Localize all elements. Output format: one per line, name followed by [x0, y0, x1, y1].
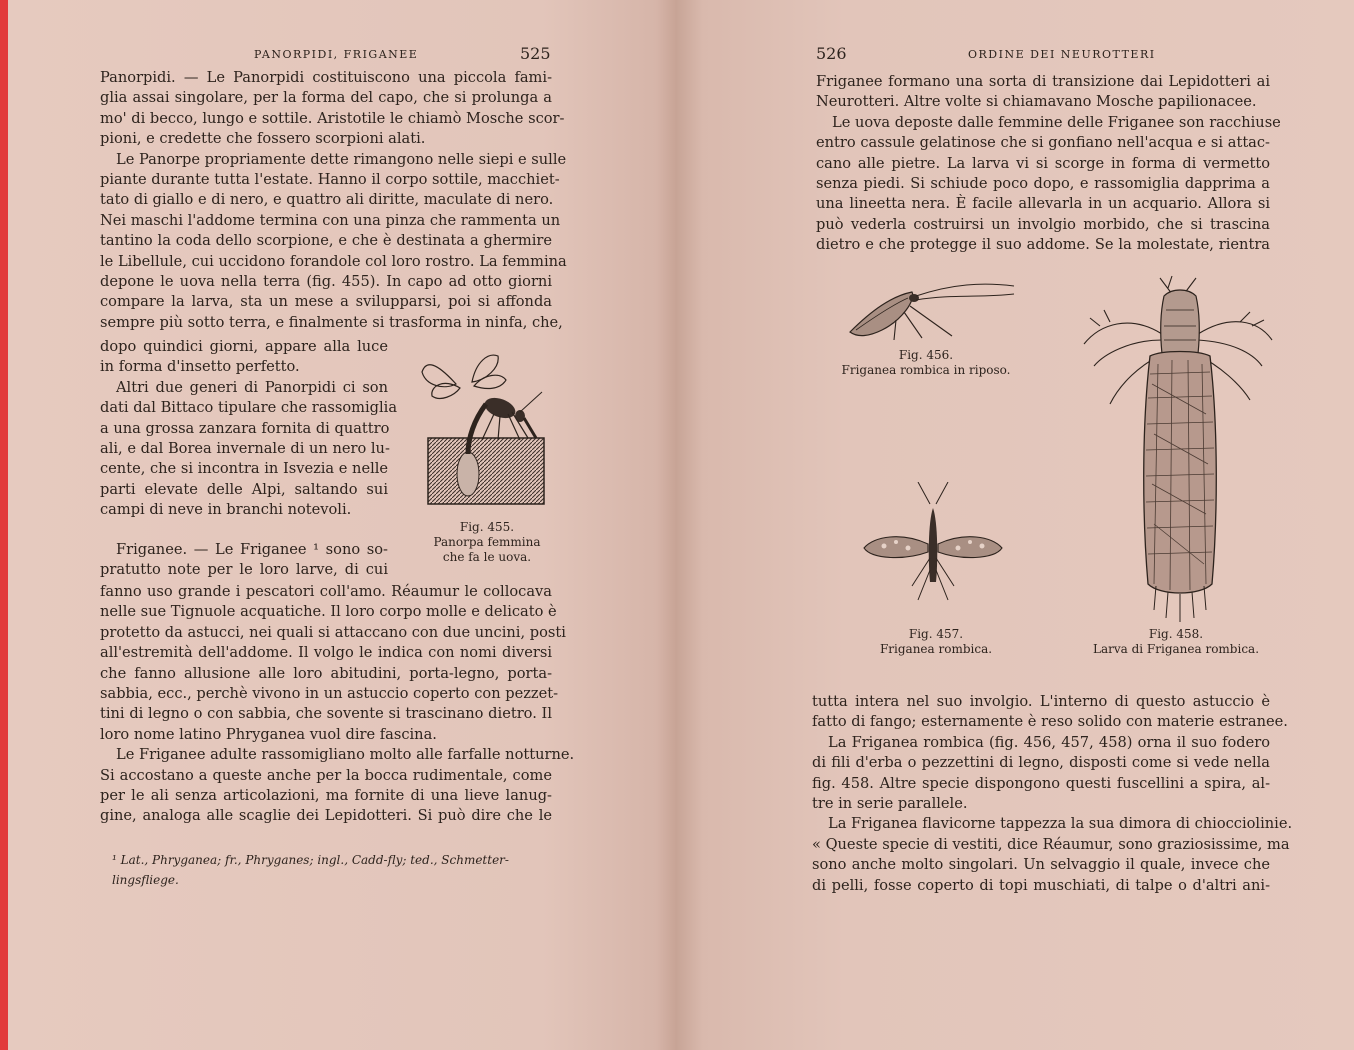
right-text-top: [816, 72, 1281, 256]
text-line: parti elevate delle Alpi, saltando sui: [100, 480, 388, 498]
left-page: [8, 0, 676, 1050]
text-line: Nei maschi l'addome termina con una pinza che rammenta un: [100, 211, 561, 229]
text-line: entro cassule gelatinose che si gonfiano nell'acqua e si attac-: [816, 134, 1270, 152]
figure-number: Fig. 457.: [908, 627, 964, 641]
text-line: piante durante tutta l'estate. Hanno il corpo sottile, macchiet-: [100, 170, 560, 188]
text-line: tato di giallo e di nero, e quattro ali diritte, maculate di nero.: [100, 191, 554, 209]
text-line: nelle sue Tignuole acquatiche. Il loro corpo molle e delicato è: [100, 603, 557, 621]
text-line: di fili d'erba o pezzettini di legno, disposti come si vede nella: [812, 754, 1270, 772]
left-text-top: [100, 68, 567, 333]
text-line: « Queste specie di vestiti, dice Réaumur, sono graziosissime, ma: [812, 835, 1290, 853]
text-line: in forma d'insetto perfetto.: [100, 358, 300, 376]
text-line: cano alle pietre. La larva vi si scorge in forma di vermetto: [816, 154, 1270, 172]
text-line: fig. 458. Altre specie dispongono questi fuscellini a spira, al-: [812, 774, 1270, 792]
text-line: tantino la coda dello scorpione, e che è destinata a ghermire: [100, 232, 552, 250]
text-line: depone le uova nella terra (fig. 455). In capo ad otto giorni: [100, 272, 552, 290]
figure-458-caption: [1076, 627, 1276, 657]
text-line: Si accostano a queste anche per la bocca rudimentale, come: [100, 766, 552, 784]
running-head-left: PANORPIDI, FRIGANEE: [254, 48, 419, 61]
figure-456-caddisfly-rest-illustration: [842, 280, 1018, 346]
page-number-right: 526: [816, 44, 847, 63]
text-line: pratutto note per le loro larve, di cui: [100, 561, 388, 579]
text-line: senza piedi. Si schiude poco dopo, e rassomiglia dapprima a: [816, 174, 1270, 192]
text-line: dietro e che protegge il suo addome. Se la molestate, rientra: [816, 236, 1270, 254]
text-line: loro nome latino Phryganea vuol dire fascina.: [100, 725, 437, 743]
text-line: tutta intera nel suo involgio. L'interno di questo astuccio è: [812, 693, 1270, 710]
figure-457-caption: [856, 627, 1016, 657]
left-text-friganee: [100, 540, 388, 581]
text-line: cente, che si incontra in Isvezia e nelle: [100, 460, 389, 478]
figure-caption-line: Friganea rombica in riposo.: [841, 363, 1011, 377]
text-line: dopo quindici giorni, appare alla luce: [100, 338, 388, 355]
text-line: per le ali senza articolazioni, ma fornite di una lieve lanug-: [100, 786, 552, 804]
figure-number: Fig. 456.: [898, 348, 954, 362]
text-line: Le Friganee adulte rassomigliano molto alle farfalle notturne.: [116, 746, 575, 764]
text-line: campi di neve in branchi notevoli.: [100, 501, 352, 519]
text-line: di pelli, fosse coperto di topi muschiati, di talpe o d'altri ani-: [812, 876, 1270, 894]
figure-caption-line: Larva di Friganea rombica.: [1092, 642, 1260, 656]
text-line: sabbia, ecc., perchè vivono in un astuccio coperto con pezzet-: [100, 684, 559, 702]
text-line: Panorpidi. — Le Panorpidi costituiscono una piccola fami-: [100, 69, 552, 86]
figure-458-larva-illustration: [1080, 274, 1276, 626]
text-line: una lineetta nera. È facile allevarla in un acquario. Allora si: [816, 195, 1270, 213]
figure-455-panorpa-illustration: [416, 342, 556, 508]
text-line: Friganee. — Le Friganee ¹ sono so-: [116, 541, 388, 558]
footnote-line: lingsfliege.: [112, 873, 179, 887]
figure-457-caddisfly-spread-illustration: [862, 482, 1004, 604]
text-line: all'estremità dell'addome. Il volgo le indica con nomi diversi: [100, 644, 552, 662]
left-text-bottom: [100, 582, 575, 827]
text-line: Altri due generi di Panorpidi ci son: [116, 378, 388, 396]
text-line: dati dal Bittaco tipulare che rassomiglia: [100, 399, 398, 417]
footnote-line: ¹ Lat., Phryganea; fr., Phryganes; ingl., Cadd-fly; ted., Schmetter-: [112, 853, 509, 867]
figure-455-caption: [412, 520, 562, 565]
text-line: le Libellule, cui uccidono forandole col loro rostro. La femmina: [100, 252, 567, 270]
text-line: che fanno allusione alle loro abitudini, porta-legno, porta-: [100, 664, 552, 682]
footnote: [112, 850, 552, 890]
figure-456-caption: [826, 348, 1026, 378]
right-page: [676, 0, 1354, 1050]
figure-number: Fig. 458.: [1148, 627, 1204, 641]
figure-caption-line: Friganea rombica.: [879, 642, 993, 656]
text-line: fanno uso grande i pescatori coll'amo. Réaumur le collocava: [100, 583, 552, 600]
text-line: ali, e dal Borea invernale di un nero lu-: [100, 439, 390, 457]
right-text-bottom: [812, 692, 1293, 896]
text-line: può vederla costruirsi un involgio morbido, che si trascina: [816, 215, 1270, 233]
running-head-right: ORDINE DEI NEUROTTERI: [968, 48, 1156, 61]
page-number-left: 525: [520, 44, 551, 63]
text-line: tre in serie parallele.: [812, 794, 968, 812]
text-line: La Friganea rombica (fig. 456, 457, 458) orna il suo fodero: [828, 733, 1270, 751]
text-line: Le Panorpe propriamente dette rimangono nelle siepi e sulle: [116, 150, 567, 168]
text-line: protetto da astucci, nei quali si attaccano con due uncini, posti: [100, 623, 566, 641]
text-line: Friganee formano una sorta di transizione dai Lepidotteri ai: [816, 73, 1270, 90]
text-line: compare la larva, sta un mese a svilupparsi, poi si affonda: [100, 293, 552, 311]
figure-number: Fig. 455.: [459, 520, 515, 534]
text-line: tini di legno o con sabbia, che sovente si trascinano dietro. Il: [100, 705, 552, 723]
text-line: pioni, e credette che fossero scorpioni alati.: [100, 130, 426, 148]
text-line: Le uova deposte dalle femmine delle Friganee son racchiuse: [832, 113, 1281, 131]
figure-caption-line: che fa le uova.: [442, 550, 532, 564]
left-text-narrow: [100, 337, 398, 521]
text-line: glia assai singolare, per la forma del capo, che si prolunga a: [100, 89, 552, 107]
text-line: La Friganea flavicorne tappezza la sua dimora di chiocciolinie.: [828, 815, 1293, 833]
text-line: a una grossa zanzara fornita di quattro: [100, 419, 390, 437]
text-line: sono anche molto singolari. Un selvaggio il quale, invece che: [812, 856, 1270, 874]
text-line: Neurotteri. Altre volte si chiamavano Mosche papilionacee.: [816, 93, 1257, 111]
text-line: mo' di becco, lungo e sottile. Aristotile le chiamò Mosche scor-: [100, 109, 565, 127]
text-line: sempre più sotto terra, e finalmente si trasforma in ninfa, che,: [100, 313, 563, 331]
text-line: fatto di fango; esternamente è reso solido con materie estranee.: [812, 713, 1288, 731]
text-line: gine, analoga alle scaglie dei Lepidotteri. Si può dire che le: [100, 807, 552, 825]
figure-caption-line: Panorpa femmina: [433, 535, 541, 549]
